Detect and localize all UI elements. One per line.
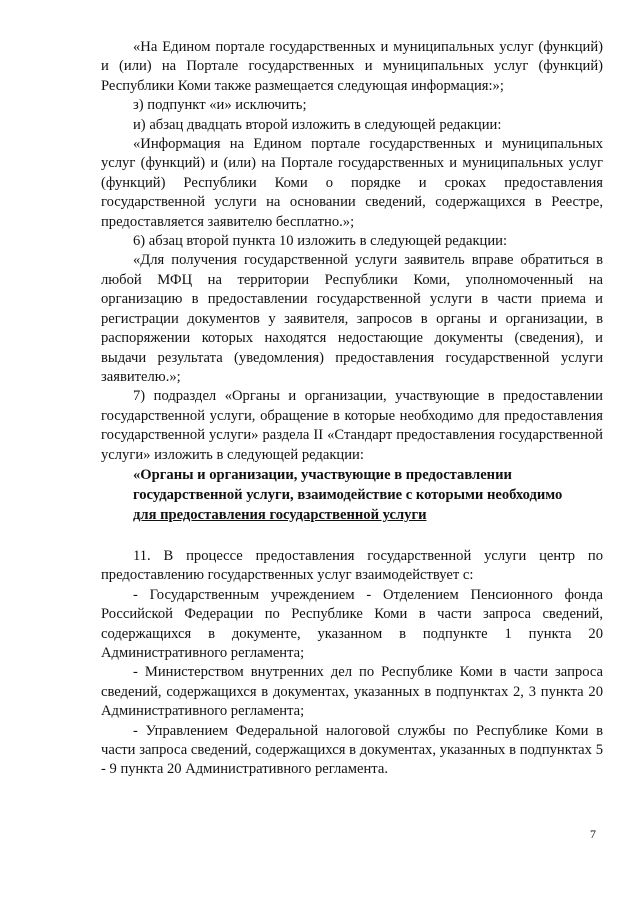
paragraph-quote-info-free: «Информация на Едином портале государственных и муниципальных услуг (функций) и (или) на Портале государственных и муниципальных услуг (функций) Республики Коми о порядке и сроках предоставления государственной услуги на основании сведений, содержащихся в Реестре, предоставляется заявителю бесплатно.»; [101,136,603,230]
paragraph-subpoint-i: и) абзац двадцать второй изложить в следующей редакции: [133,116,502,133]
paragraph-subpoint-z: з) подпункт «и» исключить; [133,97,307,114]
paragraph-point-11: 11. В процессе предоставления государственной услуги центр по предоставлению государственных услуг взаимодействует с: [101,547,603,584]
list-item-pension-fund: - Государственным учреждением - Отделением Пенсионного фонда Российской Федерации по Республике Коми в части запроса сведений, содержащихся в документе, указанном в подпункте 1 пункта 20 Административного регламента; [101,586,603,661]
page-number: 7 [590,827,596,841]
paragraph-point-6: 6) абзац второй пункта 10 изложить в следующей редакции: [133,233,508,250]
section-heading-line-2: государственной услуги, взаимодействие с которыми необходимо [133,486,563,503]
section-heading [101,465,603,525]
section-heading-line-1: «Органы и организации, участвующие в предоставлении [133,466,512,483]
document-body [101,38,603,780]
section-heading-line-3: для предоставления государственной услуги [133,506,427,523]
list-item-interior-ministry: - Министерством внутренних дел по Республике Коми в части запроса сведений, содержащихся в документах, указанных в подпунктах 2, 3 пункта 20 Административного регламента; [101,664,603,720]
paragraph-quote-mfc: «Для получения государственной услуги заявитель вправе обратиться в любой МФЦ на территории Республики Коми, уполномоченный на организацию в предоставлении государственной услуги в части приема и регистрации документов у заявителя, запросов в органы и организации, в распоряжении которых находятся недостающие документы (сведения), и выдачи результата (уведомления) предоставления государственной услуги заявителю.»; [101,252,603,385]
list-item-tax-service: - Управлением Федеральной налоговой службы по Республике Коми в части запроса сведений, содержащихся в документах, указанных в подпунктах 5 - 9 пункта 20 Административного регламента. [101,722,603,778]
paragraph-quote-portal-info: «На Едином портале государственных и муниципальных услуг (функций) и (или) на Портале государственных и муниципальных услуг (функций) Республики Коми также размещается следующая информация:»; [101,39,603,94]
spacer [101,525,603,547]
paragraph-point-7: 7) подраздел «Органы и организации, участвующие в предоставлении государственной услуги, обращение в которые необходимо для предоставления государственной услуги» раздела II «Стандарт предоставления государственной услуги» изложить в следующей редакции: [101,388,603,463]
